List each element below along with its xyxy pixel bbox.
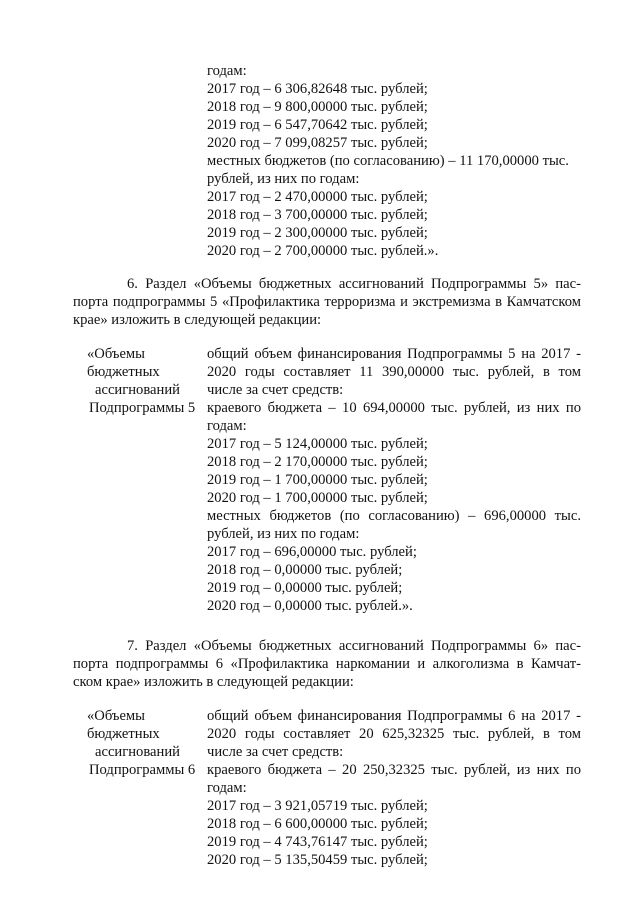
paragraph-line: ском крае» изложить в следующей редакции:	[73, 674, 354, 690]
content-line: 2020 год – 5 135,50459 тыс. рублей;	[207, 852, 428, 868]
content-line: 2020 год – 1 700,00000 тыс. рублей;	[207, 490, 428, 506]
text-line: 2017 год – 6 306,82648 тыс. рублей;	[207, 81, 428, 97]
section-6-content-cell	[207, 345, 581, 615]
content-line: 2020 год – 0,00000 тыс. рублей.».	[207, 598, 413, 614]
paragraph-line: крае» изложить в следующей редакции:	[73, 312, 322, 328]
label-line: ассигнований	[95, 744, 180, 760]
text-line: 2017 год – 2 470,00000 тыс. рублей;	[207, 189, 428, 205]
section-7-content-cell	[207, 707, 581, 869]
text-line: 2019 год – 6 547,70642 тыс. рублей;	[207, 117, 428, 133]
content-line: местных бюджетов (по согласованию) – 696,00000 тыс.	[207, 508, 581, 524]
content-line: 2020 годы составляет 11 390,00000 тыс. рублей, в том	[207, 364, 581, 380]
section-7-label-cell	[87, 707, 199, 779]
text-line: 2018 год – 3 700,00000 тыс. рублей;	[207, 207, 428, 223]
label-line: ассигнований	[95, 382, 180, 398]
text-line: местных бюджетов (по согласованию) – 11 170,00000 тыс.	[207, 153, 569, 169]
label-line: «Объемы	[87, 346, 145, 362]
content-line: 2017 год – 5 124,00000 тыс. рублей;	[207, 436, 428, 452]
content-line: общий объем финансирования Подпрограммы 5 на 2017 -	[207, 346, 581, 362]
content-line: краевого бюджета – 10 694,00000 тыс. рублей, из них по	[207, 400, 581, 416]
label-line: «Объемы	[87, 708, 145, 724]
content-line: 2018 год – 0,00000 тыс. рублей;	[207, 562, 403, 578]
section-6-paragraph	[73, 275, 581, 329]
section-6-label-cell	[87, 345, 199, 417]
label-line: Подпрограммы 6	[89, 762, 196, 778]
content-line: 2019 год – 1 700,00000 тыс. рублей;	[207, 472, 428, 488]
label-line: бюджетных	[87, 364, 160, 380]
top-continuation-block	[207, 62, 581, 260]
paragraph-line: 6. Раздел «Объемы бюджетных ассигнований Подпрограммы 5» пас-	[127, 276, 581, 292]
content-line: числе за счет средств:	[207, 744, 344, 760]
content-line: рублей, из них по годам:	[207, 526, 360, 542]
content-line: краевого бюджета – 20 250,32325 тыс. рублей, из них по	[207, 762, 581, 778]
text-line: годам:	[207, 63, 247, 79]
section-7-paragraph	[73, 637, 581, 691]
text-line: 2019 год – 2 300,00000 тыс. рублей;	[207, 225, 428, 241]
label-line: Подпрограммы 5	[89, 400, 196, 416]
content-line: 2017 год – 696,00000 тыс. рублей;	[207, 544, 417, 560]
content-line: 2018 год – 6 600,00000 тыс. рублей;	[207, 816, 428, 832]
content-line: 2019 год – 0,00000 тыс. рублей;	[207, 580, 403, 596]
text-line: рублей, из них по годам:	[207, 171, 360, 187]
text-line: 2020 год – 2 700,00000 тыс. рублей.».	[207, 243, 439, 259]
paragraph-line: порта подпрограммы 5 «Профилактика терроризма и экстремизма в Камчатском	[73, 294, 581, 310]
paragraph-line: порта подпрограммы 6 «Профилактика наркомании и алкоголизма в Камчат-	[73, 656, 581, 672]
label-line: бюджетных	[87, 726, 160, 742]
content-line: общий объем финансирования Подпрограммы 6 на 2017 -	[207, 708, 581, 724]
content-line: числе за счет средств:	[207, 382, 344, 398]
content-line: 2018 год – 2 170,00000 тыс. рублей;	[207, 454, 428, 470]
content-line: годам:	[207, 418, 247, 434]
paragraph-line: 7. Раздел «Объемы бюджетных ассигнований Подпрограммы 6» пас-	[127, 638, 581, 654]
text-line: 2018 год – 9 800,00000 тыс. рублей;	[207, 99, 428, 115]
content-line: 2017 год – 3 921,05719 тыс. рублей;	[207, 798, 428, 814]
content-line: годам:	[207, 780, 247, 796]
content-line: 2019 год – 4 743,76147 тыс. рублей;	[207, 834, 428, 850]
content-line: 2020 годы составляет 20 625,32325 тыс. рублей, в том	[207, 726, 581, 742]
text-line: 2020 год – 7 099,08257 тыс. рублей;	[207, 135, 428, 151]
